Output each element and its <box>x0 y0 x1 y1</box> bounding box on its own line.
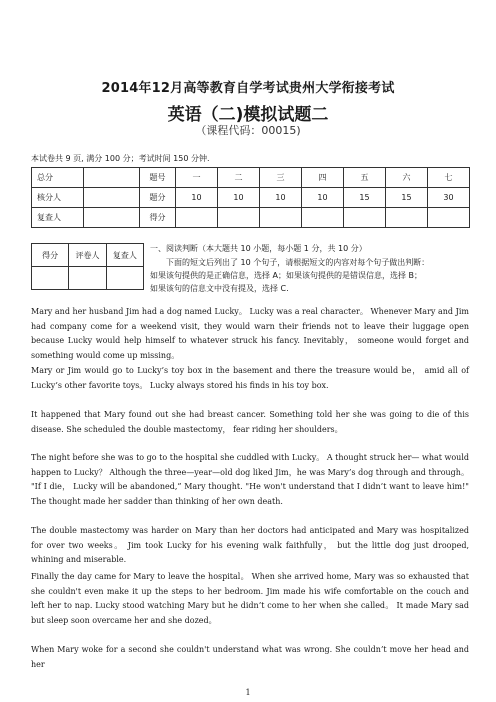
passage-paragraph: Mary and her husband Jim had a dog named Lucky。 Lucky was a real character。 Whenever Mary and Jim had company come for a weekend visit, they would warn their friends not to leave their luggage open because Lucky would help himself to whatever struck his fancy. Inevitably， someone would forget and something would come up missing。 <box>31 307 469 360</box>
page-number: 1 <box>245 688 251 697</box>
section-title: 一、阅读判断（本大题共 10 小题，每小题 1 分，共 10 分） <box>150 244 367 253</box>
instruction-line: 如果该句提供的是正确信息，选择 A；如果该句提供的是错误信息，选择 B； <box>150 271 423 280</box>
cell: 10 <box>218 188 260 208</box>
score-row-checker <box>32 188 470 208</box>
score-row-total <box>32 168 470 188</box>
instruction-line: 如果该句的信息文中没有提及，选择 C. <box>150 284 289 293</box>
cell <box>176 208 218 228</box>
exam-title: 2014年12月高等教育自学考试贵州大学衔接考试 <box>101 81 395 96</box>
cell: 30 <box>428 188 470 208</box>
score-table <box>31 167 470 228</box>
grade-cell <box>106 267 143 290</box>
cell: 三 <box>260 168 302 188</box>
grade-header-reviewer: 复查人 <box>106 244 143 267</box>
cell <box>84 188 140 208</box>
cell <box>84 168 140 188</box>
section-instructions <box>150 256 472 295</box>
grade-cell <box>32 267 69 290</box>
cell: 核分人 <box>32 188 84 208</box>
cell: 一 <box>176 168 218 188</box>
cell: 15 <box>386 188 428 208</box>
cell: 五 <box>344 168 386 188</box>
cell: 复查人 <box>32 208 84 228</box>
cell: 15 <box>344 188 386 208</box>
passage-paragraph: The night before she was to go to the hospital she cuddled with Lucky。 A thought struck her— what would happen to Lucky？ Although the three—year—old dog liked Jim，he was Mary’s dog through and through。 "If I die， Lucky will be abandoned,” Mary thought. "He won't understand that I didn’t want to leave him!" The thought made her sadder than thinking of her own death. <box>31 453 469 506</box>
passage-paragraph: The double mastectomy was harder on Mary than her doctors had anticipated and Mary was hospitalized for over two weeks。 Jim took Lucky for his evening walk faithfully， but the little dog just drooped, whining and miserable. <box>31 526 469 564</box>
instruction-line: 下面的短文后列出了 10 个句子，请根据短文的内容对每个句子做出判断： <box>166 258 430 267</box>
passage-paragraph: Finally the day came for Mary to leave the hospital。 When she arrived home, Mary was so exhausted that she couldn't even make it up the steps to her bedroom. Jim made his wife comfortable on the couch and left her to nap. Lucky stood watching Mary but he didn’t come to her when she called。 It made Mary sad but sleep soon overcame her and she dozed。 <box>31 572 469 625</box>
cell: 六 <box>386 168 428 188</box>
cell: 四 <box>302 168 344 188</box>
exam-meta: 本试卷共 9 页, 满分 100 分；考试时间 150 分钟. <box>31 154 210 163</box>
cell: 10 <box>176 188 218 208</box>
passage-paragraph: When Mary woke for a second she couldn't understand what was wrong. She couldn’t move her head and her <box>31 645 469 669</box>
cell: 得分 <box>140 208 176 228</box>
cell <box>302 208 344 228</box>
cell: 10 <box>260 188 302 208</box>
paper-title: 英语（二)模拟试题二 <box>167 105 329 125</box>
cell <box>428 208 470 228</box>
grade-header-score: 得分 <box>32 244 69 267</box>
grade-box <box>31 243 144 290</box>
passage-paragraph: Mary or Jim would go to Lucky’s toy box in the basement and there the treasure would be， amid all of Lucky’s other favorite toys。 Lucky always stored his finds in his toy box. <box>31 366 469 390</box>
cell: 10 <box>302 188 344 208</box>
cell: 总分 <box>32 168 84 188</box>
cell: 二 <box>218 168 260 188</box>
cell <box>260 208 302 228</box>
course-code: （课程代码：00015) <box>195 124 301 137</box>
cell <box>218 208 260 228</box>
cell: 题分 <box>140 188 176 208</box>
cell: 七 <box>428 168 470 188</box>
cell: 题号 <box>140 168 176 188</box>
grade-cell <box>69 267 106 290</box>
score-row-reviewer <box>32 208 470 228</box>
cell <box>344 208 386 228</box>
cell <box>386 208 428 228</box>
cell <box>84 208 140 228</box>
grade-header-grader: 评卷人 <box>69 244 106 267</box>
passage-paragraph: It happened that Mary found out she had breast cancer. Something told her she was going to die of this disease. She scheduled the double mastectomy， fear riding her shoulders。 <box>31 410 469 434</box>
